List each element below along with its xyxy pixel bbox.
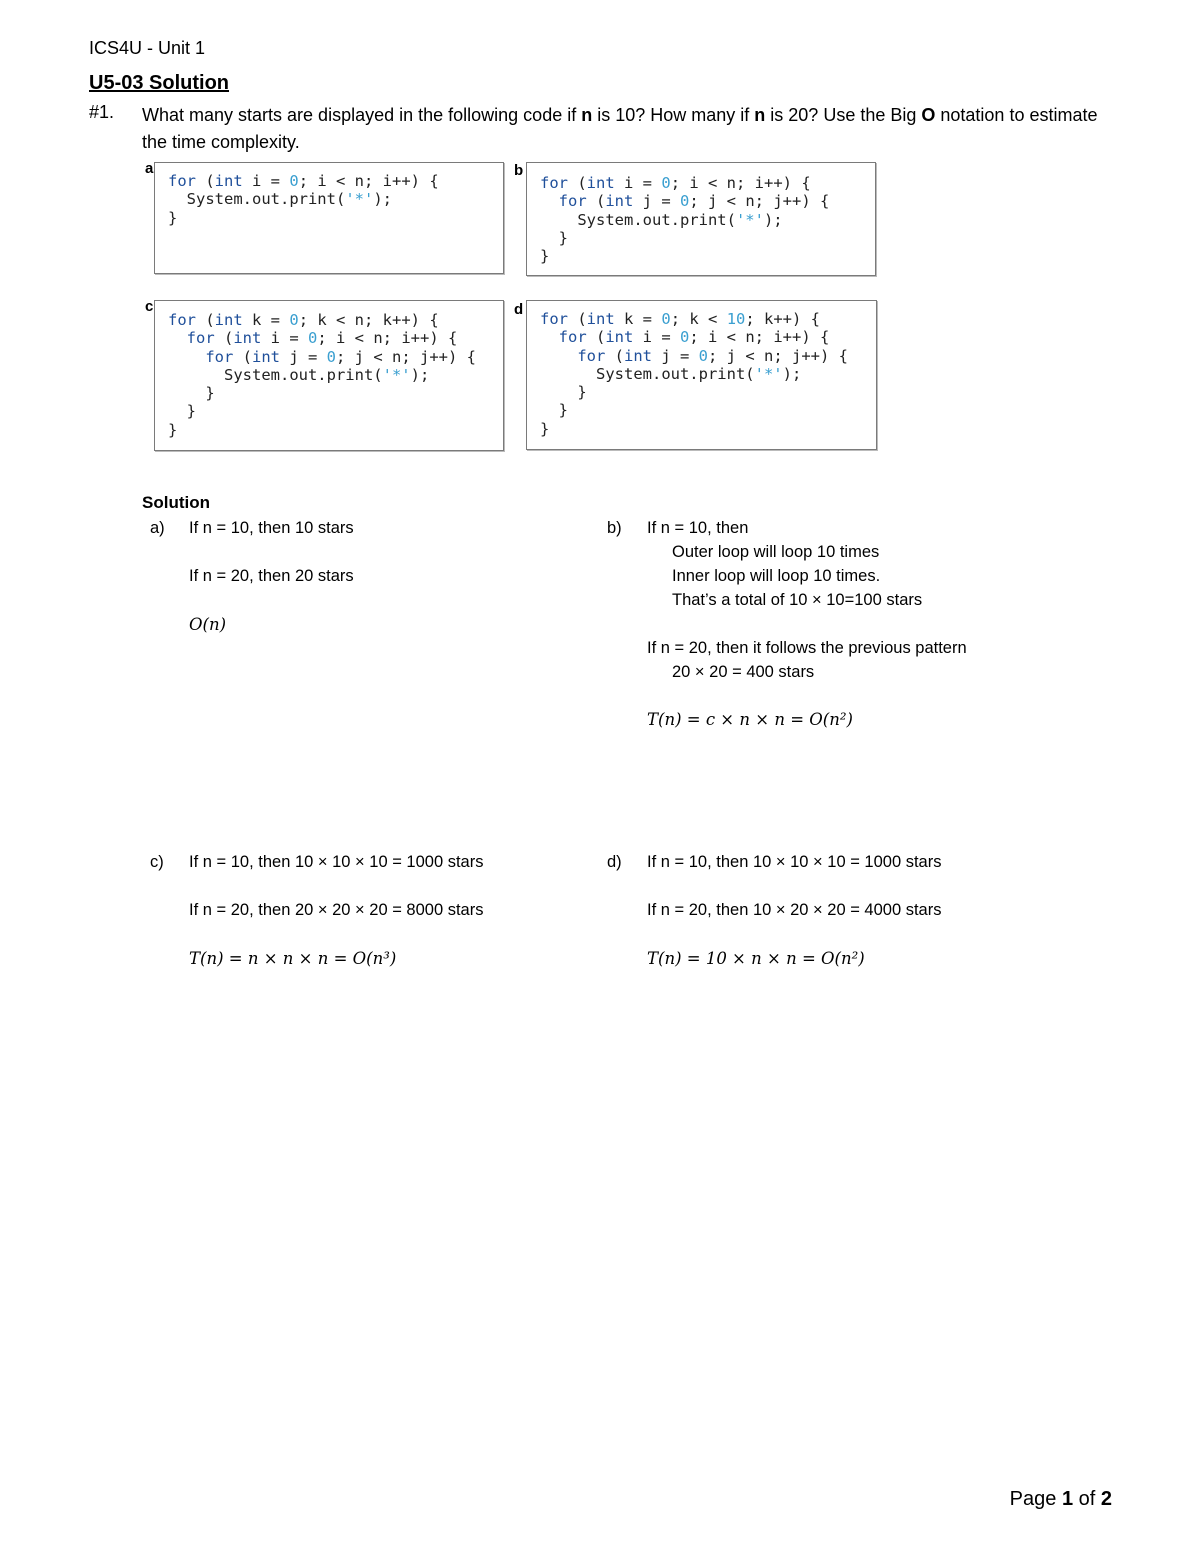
solution-b-line2: Outer loop will loop 10 times (672, 543, 880, 561)
solution-b-line4: That’s a total of 10 × 10=100 stars (672, 591, 923, 609)
solution-b-line5: If n = 20, then it follows the previous pattern (647, 639, 967, 657)
document-header: ICS4U - Unit 1 (89, 38, 206, 58)
solution-a-label: a) (150, 519, 165, 537)
code-box-d (526, 300, 877, 450)
solution-c-line1: If n = 10, then 10 × 10 × 10 = 1000 stars (189, 853, 484, 871)
solution-b-line1: If n = 10, then (647, 519, 749, 537)
code-box-b (526, 162, 876, 276)
solution-b-line3: Inner loop will loop 10 times. (672, 567, 881, 585)
solution-d-formula: T(n) = 10 × n × n = O(n²) (647, 949, 865, 968)
solution-b-label: b) (607, 519, 622, 537)
solution-heading: Solution (142, 493, 210, 512)
solution-b-line6: 20 × 20 = 400 stars (672, 663, 815, 681)
code-box-a (154, 162, 504, 274)
page-footer: Page 1 of 2 (1009, 1488, 1112, 1510)
solution-c-formula: T(n) = n × n × n = O(n³) (189, 949, 397, 968)
code-snippet-d: for (int k = 0; k < 10; k++) { for (int i = 0; i < n; i++) { for (int j = 0; j < n; j++) { System.out.print('*'); } } } (540, 310, 848, 438)
solution-d-label: d) (607, 853, 622, 871)
solution-a-complexity: O(n) (189, 615, 227, 634)
code-box-label-c: c (145, 298, 154, 315)
solution-b-formula: T(n) = c × n × n = O(n²) (647, 710, 853, 729)
solution-c-line2: If n = 20, then 20 × 20 × 20 = 8000 stars (189, 901, 484, 919)
code-box-c (154, 300, 504, 451)
code-snippet-b: for (int i = 0; i < n; i++) { for (int j = 0; j < n; j++) { System.out.print('*'); } } (540, 174, 830, 266)
question-number: #1. (89, 102, 115, 122)
code-box-label-a: a (145, 160, 154, 177)
solution-c-label: c) (150, 853, 164, 871)
code-snippet-a: for (int i = 0; i < n; i++) { System.out.print('*'); } (168, 172, 439, 227)
question-text: What many starts are displayed in the following code if n is 10? How many if n is 20? Use the Big O notation to estimate the time complexity. (142, 105, 1098, 152)
solution-d-line1: If n = 10, then 10 × 10 × 10 = 1000 stars (647, 853, 942, 871)
page-title: U5-03 Solution (89, 72, 230, 94)
code-snippet-c: for (int k = 0; k < n; k++) { for (int i = 0; i < n; i++) { for (int j = 0; j < n; j++) { System.out.print('*'); } } } (168, 311, 476, 439)
code-box-label-b: b (514, 162, 524, 179)
solution-d-line2: If n = 20, then 10 × 20 × 20 = 4000 stars (647, 901, 942, 919)
solution-a-line1: If n = 10, then 10 stars (189, 519, 354, 537)
solution-a-line2: If n = 20, then 20 stars (189, 567, 354, 585)
code-box-label-d: d (514, 301, 524, 318)
